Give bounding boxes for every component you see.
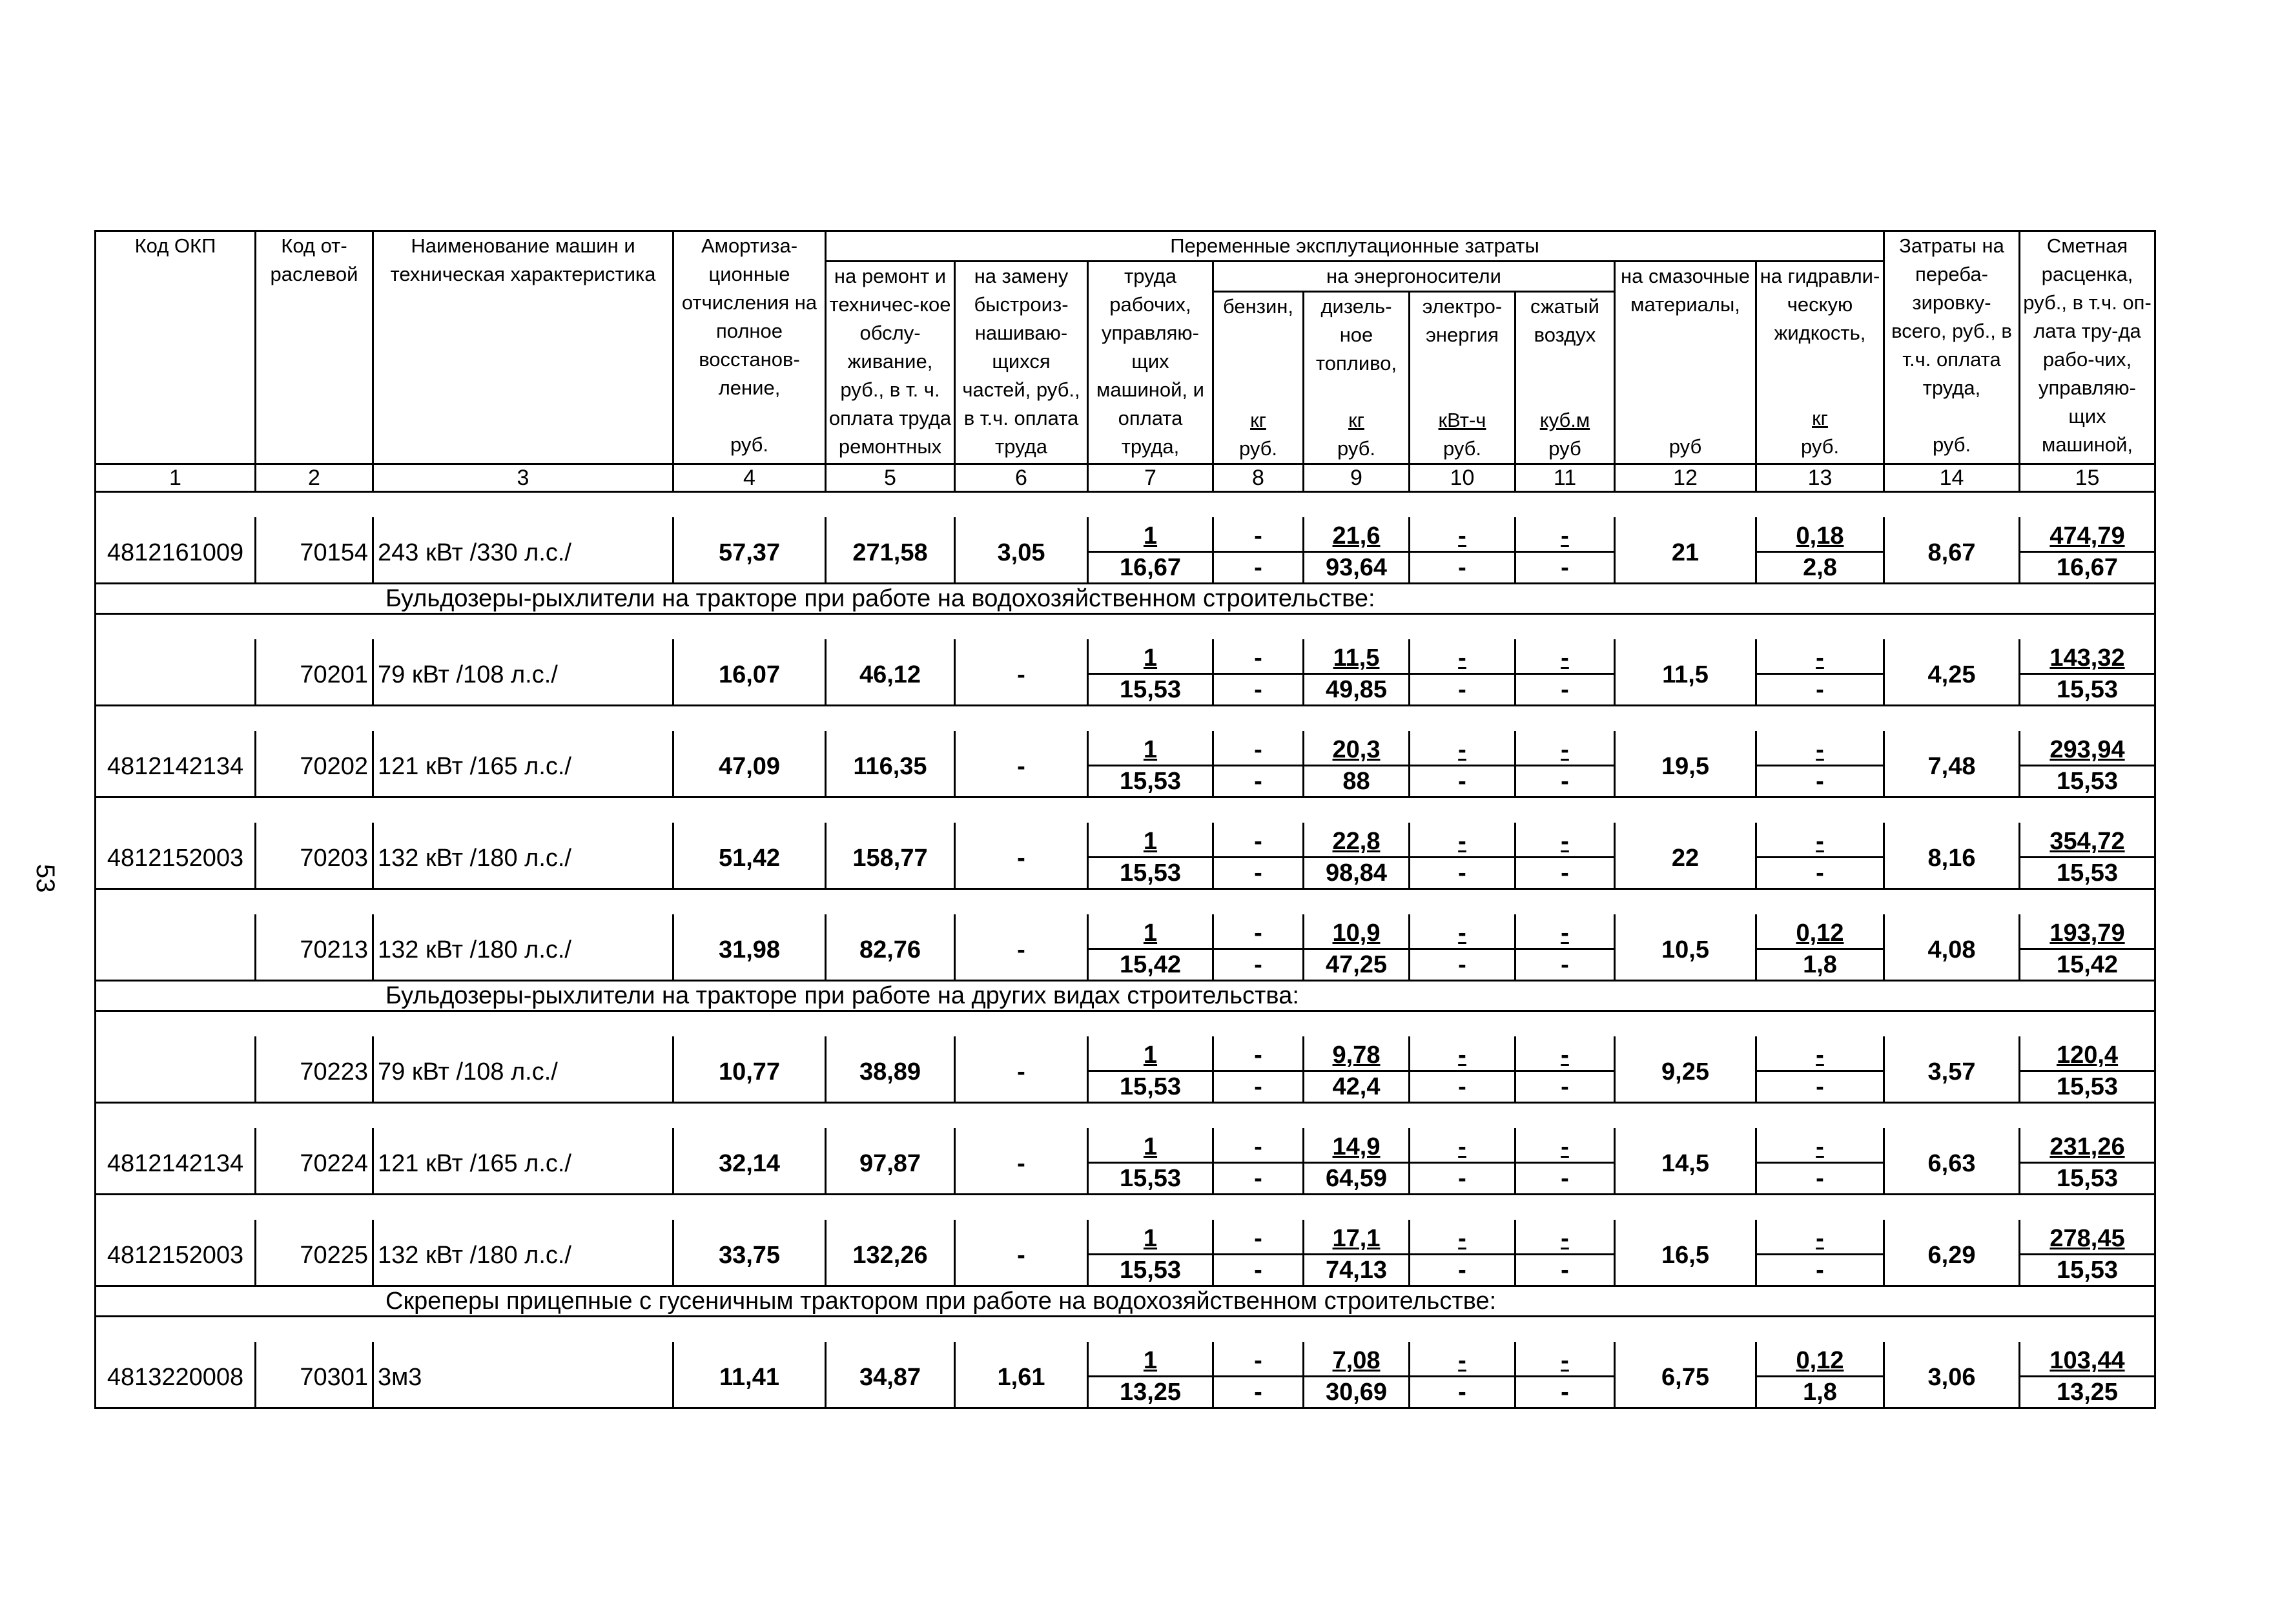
diesel-value-bottom: 88 bbox=[1304, 766, 1410, 797]
parts-value: - bbox=[955, 731, 1088, 797]
spacer-cell bbox=[96, 1103, 2155, 1129]
diesel-value-bottom: 74,13 bbox=[1304, 1255, 1410, 1286]
header-petrol-unit-top: кг bbox=[1250, 409, 1266, 431]
branch-code: 70203 bbox=[256, 823, 373, 889]
depreciation-value: 16,07 bbox=[673, 639, 826, 706]
column-number: 9 bbox=[1304, 464, 1410, 492]
header-air-unit-top: куб.м bbox=[1539, 409, 1590, 431]
header-depreciation-label: Амортиза-ционные отчисления на полное восстанов-ление, bbox=[681, 234, 817, 399]
electricity-value-top: - bbox=[1410, 1342, 1515, 1377]
air-value-top: - bbox=[1515, 1342, 1615, 1377]
relocation-value: 6,29 bbox=[1884, 1220, 2020, 1286]
header-hydraulic-unit: руб. bbox=[1800, 435, 1840, 458]
header-estimate bbox=[2020, 231, 2155, 464]
electricity-value-top: - bbox=[1410, 1220, 1515, 1255]
labor-value-top: 1 bbox=[1088, 517, 1213, 552]
labor-value-top: 1 bbox=[1088, 914, 1213, 949]
labor-value-bottom: 15,53 bbox=[1088, 1071, 1213, 1103]
parts-value: - bbox=[955, 1036, 1088, 1103]
petrol-value-bottom: - bbox=[1213, 858, 1304, 889]
section-title: Скреперы прицепные с гусеничным трактором при работе на водохозяйственном строительстве: bbox=[96, 1286, 2155, 1317]
estimate-value-top: 474,79 bbox=[2020, 517, 2155, 552]
electricity-value-top: - bbox=[1410, 731, 1515, 766]
diesel-value-bottom: 64,59 bbox=[1304, 1163, 1410, 1195]
lubricants-value: 21 bbox=[1615, 517, 1756, 584]
estimate-value-bottom: 15,42 bbox=[2020, 949, 2155, 981]
machine-name: 79 кВт /108 л.с./ bbox=[373, 639, 673, 706]
electricity-value-top: - bbox=[1410, 914, 1515, 949]
air-value-top: - bbox=[1515, 823, 1615, 858]
table-row bbox=[96, 639, 2155, 674]
header-electricity bbox=[1410, 292, 1515, 464]
hydraulic-value-bottom: 1,8 bbox=[1756, 949, 1884, 981]
table-row bbox=[96, 1036, 2155, 1071]
electricity-value-bottom: - bbox=[1410, 1071, 1515, 1103]
column-number: 8 bbox=[1213, 464, 1304, 492]
table-row bbox=[96, 517, 2155, 552]
electricity-value-bottom: - bbox=[1410, 552, 1515, 584]
repair-value: 34,87 bbox=[826, 1342, 955, 1408]
petrol-value-bottom: - bbox=[1213, 552, 1304, 584]
hydraulic-value-bottom: - bbox=[1756, 1163, 1884, 1195]
relocation-value: 8,16 bbox=[1884, 823, 2020, 889]
table-row bbox=[96, 823, 2155, 858]
parts-value: 1,61 bbox=[955, 1342, 1088, 1408]
parts-value: - bbox=[955, 639, 1088, 706]
section-row bbox=[96, 584, 2155, 614]
spacer-cell bbox=[96, 797, 2155, 823]
hydraulic-value-top: - bbox=[1756, 639, 1884, 674]
hydraulic-value-bottom: - bbox=[1756, 858, 1884, 889]
header-hydraulic-unit-top: кг bbox=[1812, 407, 1828, 429]
relocation-value: 6,63 bbox=[1884, 1128, 2020, 1195]
header-repair bbox=[826, 262, 955, 464]
header-hydraulic bbox=[1756, 262, 1884, 464]
hydraulic-value-top: 0,12 bbox=[1756, 1342, 1884, 1377]
petrol-value-top: - bbox=[1213, 823, 1304, 858]
hydraulic-value-top: - bbox=[1756, 1220, 1884, 1255]
diesel-value-top: 14,9 bbox=[1304, 1128, 1410, 1163]
petrol-value-top: - bbox=[1213, 1128, 1304, 1163]
hydraulic-value-top: - bbox=[1756, 731, 1884, 766]
spacer-row bbox=[96, 797, 2155, 823]
header-petrol-label: бензин, bbox=[1222, 295, 1294, 318]
labor-value-top: 1 bbox=[1088, 1342, 1213, 1377]
air-value-top: - bbox=[1515, 731, 1615, 766]
lubricants-value: 19,5 bbox=[1615, 731, 1756, 797]
relocation-value: 7,48 bbox=[1884, 731, 2020, 797]
header-relocation-label: Затраты на переба-зировку-всего, руб., в т.ч. оплата труда, bbox=[1891, 234, 2012, 399]
diesel-value-top: 17,1 bbox=[1304, 1220, 1410, 1255]
labor-value-top: 1 bbox=[1088, 731, 1213, 766]
petrol-value-bottom: - bbox=[1213, 949, 1304, 981]
machine-name: 132 кВт /180 л.с./ bbox=[373, 1220, 673, 1286]
header-air-label: сжатый воздух bbox=[1530, 295, 1599, 346]
branch-code: 70225 bbox=[256, 1220, 373, 1286]
labor-value-top: 1 bbox=[1088, 823, 1213, 858]
electricity-value-top: - bbox=[1410, 1036, 1515, 1071]
diesel-value-bottom: 30,69 bbox=[1304, 1377, 1410, 1408]
estimate-value-bottom: 15,53 bbox=[2020, 766, 2155, 797]
header-parts bbox=[955, 262, 1088, 464]
table-row bbox=[96, 1342, 2155, 1377]
repair-value: 271,58 bbox=[826, 517, 955, 584]
machine-name: 132 кВт /180 л.с./ bbox=[373, 823, 673, 889]
okp-code bbox=[96, 1036, 256, 1103]
repair-value: 46,12 bbox=[826, 639, 955, 706]
petrol-value-top: - bbox=[1213, 1342, 1304, 1377]
labor-value-bottom: 15,53 bbox=[1088, 858, 1213, 889]
header-depreciation-unit: руб. bbox=[730, 433, 769, 456]
petrol-value-bottom: - bbox=[1213, 766, 1304, 797]
header-diesel bbox=[1304, 292, 1410, 464]
petrol-value-top: - bbox=[1213, 517, 1304, 552]
parts-value: 3,05 bbox=[955, 517, 1088, 584]
header-lubricants-label: на смазочные материалы, bbox=[1621, 265, 1750, 316]
diesel-value-top: 20,3 bbox=[1304, 731, 1410, 766]
labor-value-bottom: 15,53 bbox=[1088, 1163, 1213, 1195]
branch-code: 70154 bbox=[256, 517, 373, 584]
spacer-cell bbox=[96, 889, 2155, 915]
estimate-value-top: 103,44 bbox=[2020, 1342, 2155, 1377]
electricity-value-bottom: - bbox=[1410, 858, 1515, 889]
table-header bbox=[96, 231, 2155, 492]
diesel-value-bottom: 49,85 bbox=[1304, 674, 1410, 706]
section-row bbox=[96, 981, 2155, 1011]
electricity-value-top: - bbox=[1410, 823, 1515, 858]
spacer-cell bbox=[96, 706, 2155, 732]
column-number-row bbox=[96, 464, 2155, 492]
petrol-value-top: - bbox=[1213, 731, 1304, 766]
column-number: 4 bbox=[673, 464, 826, 492]
spacer-row bbox=[96, 1195, 2155, 1220]
air-value-top: - bbox=[1515, 1128, 1615, 1163]
air-value-bottom: - bbox=[1515, 858, 1615, 889]
estimate-value-bottom: 15,53 bbox=[2020, 1255, 2155, 1286]
branch-code: 70223 bbox=[256, 1036, 373, 1103]
okp-code: 4812152003 bbox=[96, 823, 256, 889]
petrol-value-bottom: - bbox=[1213, 674, 1304, 706]
diesel-value-top: 7,08 bbox=[1304, 1342, 1410, 1377]
petrol-value-bottom: - bbox=[1213, 1255, 1304, 1286]
table-row bbox=[96, 1128, 2155, 1163]
labor-value-bottom: 16,67 bbox=[1088, 552, 1213, 584]
column-number: 14 bbox=[1884, 464, 2020, 492]
column-number: 1 bbox=[96, 464, 256, 492]
air-value-top: - bbox=[1515, 639, 1615, 674]
relocation-value: 4,08 bbox=[1884, 914, 2020, 981]
diesel-value-top: 9,78 bbox=[1304, 1036, 1410, 1071]
air-value-bottom: - bbox=[1515, 552, 1615, 584]
spacer-row bbox=[96, 1317, 2155, 1342]
petrol-value-bottom: - bbox=[1213, 1377, 1304, 1408]
relocation-value: 3,57 bbox=[1884, 1036, 2020, 1103]
header-petrol bbox=[1213, 292, 1304, 464]
parts-value: - bbox=[955, 1128, 1088, 1195]
electricity-value-bottom: - bbox=[1410, 766, 1515, 797]
spacer-cell bbox=[96, 1317, 2155, 1342]
lubricants-value: 9,25 bbox=[1615, 1036, 1756, 1103]
repair-value: 132,26 bbox=[826, 1220, 955, 1286]
machine-name: 79 кВт /108 л.с./ bbox=[373, 1036, 673, 1103]
diesel-value-top: 10,9 bbox=[1304, 914, 1410, 949]
repair-value: 158,77 bbox=[826, 823, 955, 889]
depreciation-value: 57,37 bbox=[673, 517, 826, 584]
table-row bbox=[96, 914, 2155, 949]
diesel-value-bottom: 47,25 bbox=[1304, 949, 1410, 981]
air-value-bottom: - bbox=[1515, 1163, 1615, 1195]
machine-name: 243 кВт /330 л.с./ bbox=[373, 517, 673, 584]
branch-code: 70201 bbox=[256, 639, 373, 706]
spacer-row bbox=[96, 1011, 2155, 1037]
okp-code: 4812161009 bbox=[96, 517, 256, 584]
diesel-value-top: 22,8 bbox=[1304, 823, 1410, 858]
estimate-value-bottom: 15,53 bbox=[2020, 1071, 2155, 1103]
table-row bbox=[96, 731, 2155, 766]
header-estimate-unit bbox=[2020, 459, 2154, 464]
estimate-value-top: 120,4 bbox=[2020, 1036, 2155, 1071]
air-value-bottom: - bbox=[1515, 1377, 1615, 1408]
column-number: 12 bbox=[1615, 464, 1756, 492]
spacer-row bbox=[96, 1103, 2155, 1129]
estimate-value-bottom: 15,53 bbox=[2020, 858, 2155, 889]
air-value-bottom: - bbox=[1515, 766, 1615, 797]
table-row bbox=[96, 1220, 2155, 1255]
relocation-value: 4,25 bbox=[1884, 639, 2020, 706]
labor-value-top: 1 bbox=[1088, 639, 1213, 674]
column-number: 2 bbox=[256, 464, 373, 492]
column-number: 13 bbox=[1756, 464, 1884, 492]
lubricants-value: 16,5 bbox=[1615, 1220, 1756, 1286]
diesel-value-bottom: 42,4 bbox=[1304, 1071, 1410, 1103]
labor-value-top: 1 bbox=[1088, 1036, 1213, 1071]
hydraulic-value-bottom: 1,8 bbox=[1756, 1377, 1884, 1408]
hydraulic-value-bottom: - bbox=[1756, 674, 1884, 706]
header-lubricants-unit: руб bbox=[1669, 435, 1702, 458]
hydraulic-value-top: 0,12 bbox=[1756, 914, 1884, 949]
lubricants-value: 6,75 bbox=[1615, 1342, 1756, 1408]
spacer-cell bbox=[96, 614, 2155, 640]
diesel-value-top: 11,5 bbox=[1304, 639, 1410, 674]
machine-name: 121 кВт /165 л.с./ bbox=[373, 1128, 673, 1195]
header-electricity-unit: руб. bbox=[1443, 437, 1482, 460]
spacer-row bbox=[96, 492, 2155, 518]
estimate-value-bottom: 15,53 bbox=[2020, 1163, 2155, 1195]
depreciation-value: 32,14 bbox=[673, 1128, 826, 1195]
labor-value-top: 1 bbox=[1088, 1220, 1213, 1255]
header-air bbox=[1515, 292, 1615, 464]
header-okp: Код ОКП bbox=[96, 231, 256, 464]
column-number: 7 bbox=[1088, 464, 1213, 492]
labor-value-bottom: 13,25 bbox=[1088, 1377, 1213, 1408]
spacer-row bbox=[96, 889, 2155, 915]
estimate-value-top: 278,45 bbox=[2020, 1220, 2155, 1255]
section-title: Бульдозеры-рыхлители на тракторе при работе на водохозяйственном строительстве: bbox=[96, 584, 2155, 614]
estimate-value-top: 354,72 bbox=[2020, 823, 2155, 858]
column-number: 11 bbox=[1515, 464, 1615, 492]
diesel-value-bottom: 93,64 bbox=[1304, 552, 1410, 584]
estimate-value-top: 231,26 bbox=[2020, 1128, 2155, 1163]
air-value-bottom: - bbox=[1515, 1071, 1615, 1103]
estimate-value-bottom: 15,53 bbox=[2020, 674, 2155, 706]
column-number: 15 bbox=[2020, 464, 2155, 492]
header-labor-label: труда рабочих, управляю-щих машиной, и оплата труда, bbox=[1096, 265, 1204, 458]
machine-name: 132 кВт /180 л.с./ bbox=[373, 914, 673, 981]
electricity-value-bottom: - bbox=[1410, 949, 1515, 981]
spacer-cell bbox=[96, 492, 2155, 518]
air-value-bottom: - bbox=[1515, 1255, 1615, 1286]
section-row bbox=[96, 1286, 2155, 1317]
header-lubricants bbox=[1615, 262, 1756, 464]
branch-code: 70202 bbox=[256, 731, 373, 797]
electricity-value-bottom: - bbox=[1410, 674, 1515, 706]
depreciation-value: 47,09 bbox=[673, 731, 826, 797]
depreciation-value: 10,77 bbox=[673, 1036, 826, 1103]
hydraulic-value-bottom: - bbox=[1756, 1071, 1884, 1103]
labor-value-bottom: 15,42 bbox=[1088, 949, 1213, 981]
header-repair-label: на ремонт и техничес-кое обслу-живание, руб., в т. ч. оплата труда ремонтных bbox=[828, 265, 952, 458]
header-parts-label: на замену быстроиз-нашиваю-щихся частей, руб., в т.ч. оплата труда bbox=[962, 265, 1080, 458]
lubricants-value: 22 bbox=[1615, 823, 1756, 889]
depreciation-value: 31,98 bbox=[673, 914, 826, 981]
labor-value-bottom: 15,53 bbox=[1088, 674, 1213, 706]
lubricants-value: 11,5 bbox=[1615, 639, 1756, 706]
header-electricity-unit-top: кВт-ч bbox=[1438, 409, 1486, 431]
air-value-top: - bbox=[1515, 914, 1615, 949]
petrol-value-bottom: - bbox=[1213, 1163, 1304, 1195]
relocation-value: 3,06 bbox=[1884, 1342, 2020, 1408]
header-relocation-unit: руб. bbox=[1932, 433, 1971, 456]
header-petrol-unit: руб. bbox=[1238, 437, 1278, 460]
repair-value: 97,87 bbox=[826, 1128, 955, 1195]
machine-cost-table bbox=[94, 230, 2156, 1409]
header-energy: на энергоносители bbox=[1213, 262, 1615, 292]
branch-code: 70224 bbox=[256, 1128, 373, 1195]
spacer-cell bbox=[96, 1011, 2155, 1037]
air-value-bottom: - bbox=[1515, 674, 1615, 706]
header-diesel-unit-top: кг bbox=[1348, 409, 1364, 431]
page-number: 53 bbox=[31, 864, 59, 893]
header-variable-costs: Переменные эксплутационные затраты bbox=[826, 231, 1884, 262]
electricity-value-top: - bbox=[1410, 639, 1515, 674]
parts-value: - bbox=[955, 823, 1088, 889]
machine-name: 3м3 bbox=[373, 1342, 673, 1408]
estimate-value-top: 193,79 bbox=[2020, 914, 2155, 949]
header-labor bbox=[1088, 262, 1213, 464]
machine-name: 121 кВт /165 л.с./ bbox=[373, 731, 673, 797]
okp-code bbox=[96, 914, 256, 981]
column-number: 6 bbox=[955, 464, 1088, 492]
air-value-top: - bbox=[1515, 517, 1615, 552]
header-branch-code: Код от-раслевой bbox=[256, 231, 373, 464]
hydraulic-value-top: - bbox=[1756, 823, 1884, 858]
header-machine-name: Наименование машин и техническая характеристика bbox=[373, 231, 673, 464]
okp-code: 4812142134 bbox=[96, 1128, 256, 1195]
okp-code: 4812152003 bbox=[96, 1220, 256, 1286]
labor-value-bottom: 15,53 bbox=[1088, 1255, 1213, 1286]
air-value-top: - bbox=[1515, 1220, 1615, 1255]
branch-code: 70301 bbox=[256, 1342, 373, 1408]
electricity-value-bottom: - bbox=[1410, 1255, 1515, 1286]
table-body bbox=[96, 492, 2155, 1408]
diesel-value-top: 21,6 bbox=[1304, 517, 1410, 552]
petrol-value-top: - bbox=[1213, 914, 1304, 949]
header-estimate-label: Сметная расценка, руб., в т.ч. оп-лата тру-да рабо-чих, управляю-щих машиной, bbox=[2023, 234, 2152, 456]
header-hydraulic-label: на гидравли-ческую жидкость, bbox=[1760, 265, 1880, 344]
estimate-value-top: 293,94 bbox=[2020, 731, 2155, 766]
hydraulic-value-top: - bbox=[1756, 1036, 1884, 1071]
air-value-bottom: - bbox=[1515, 949, 1615, 981]
parts-value: - bbox=[955, 1220, 1088, 1286]
electricity-value-top: - bbox=[1410, 517, 1515, 552]
petrol-value-top: - bbox=[1213, 1220, 1304, 1255]
petrol-value-top: - bbox=[1213, 1036, 1304, 1071]
repair-value: 82,76 bbox=[826, 914, 955, 981]
spacer-row bbox=[96, 706, 2155, 732]
hydraulic-value-bottom: - bbox=[1756, 1255, 1884, 1286]
diesel-value-bottom: 98,84 bbox=[1304, 858, 1410, 889]
relocation-value: 8,67 bbox=[1884, 517, 2020, 584]
electricity-value-bottom: - bbox=[1410, 1163, 1515, 1195]
lubricants-value: 10,5 bbox=[1615, 914, 1756, 981]
air-value-top: - bbox=[1515, 1036, 1615, 1071]
lubricants-value: 14,5 bbox=[1615, 1128, 1756, 1195]
petrol-value-top: - bbox=[1213, 639, 1304, 674]
hydraulic-value-top: - bbox=[1756, 1128, 1884, 1163]
branch-code: 70213 bbox=[256, 914, 373, 981]
header-diesel-label: дизель-ное топливо, bbox=[1315, 295, 1397, 375]
hydraulic-value-bottom: 2,8 bbox=[1756, 552, 1884, 584]
electricity-value-bottom: - bbox=[1410, 1377, 1515, 1408]
okp-code bbox=[96, 639, 256, 706]
estimate-value-bottom: 13,25 bbox=[2020, 1377, 2155, 1408]
depreciation-value: 51,42 bbox=[673, 823, 826, 889]
labor-value-top: 1 bbox=[1088, 1128, 1213, 1163]
column-number: 10 bbox=[1410, 464, 1515, 492]
okp-code: 4813220008 bbox=[96, 1342, 256, 1408]
repair-value: 38,89 bbox=[826, 1036, 955, 1103]
header-depreciation bbox=[673, 231, 826, 464]
spacer-row bbox=[96, 614, 2155, 640]
petrol-value-bottom: - bbox=[1213, 1071, 1304, 1103]
header-relocation bbox=[1884, 231, 2020, 464]
header-electricity-label: электро-энергия bbox=[1422, 295, 1503, 346]
repair-value: 116,35 bbox=[826, 731, 955, 797]
column-number: 5 bbox=[826, 464, 955, 492]
spacer-cell bbox=[96, 1195, 2155, 1220]
header-diesel-unit: руб. bbox=[1337, 437, 1376, 460]
hydraulic-value-top: 0,18 bbox=[1756, 517, 1884, 552]
section-title: Бульдозеры-рыхлители на тракторе при работе на других видах строительства: bbox=[96, 981, 2155, 1011]
hydraulic-value-bottom: - bbox=[1756, 766, 1884, 797]
header-air-unit: руб bbox=[1548, 437, 1581, 460]
column-number: 3 bbox=[373, 464, 673, 492]
depreciation-value: 33,75 bbox=[673, 1220, 826, 1286]
estimate-value-bottom: 16,67 bbox=[2020, 552, 2155, 584]
okp-code: 4812142134 bbox=[96, 731, 256, 797]
electricity-value-top: - bbox=[1410, 1128, 1515, 1163]
estimate-value-top: 143,32 bbox=[2020, 639, 2155, 674]
depreciation-value: 11,41 bbox=[673, 1342, 826, 1408]
labor-value-bottom: 15,53 bbox=[1088, 766, 1213, 797]
parts-value: - bbox=[955, 914, 1088, 981]
